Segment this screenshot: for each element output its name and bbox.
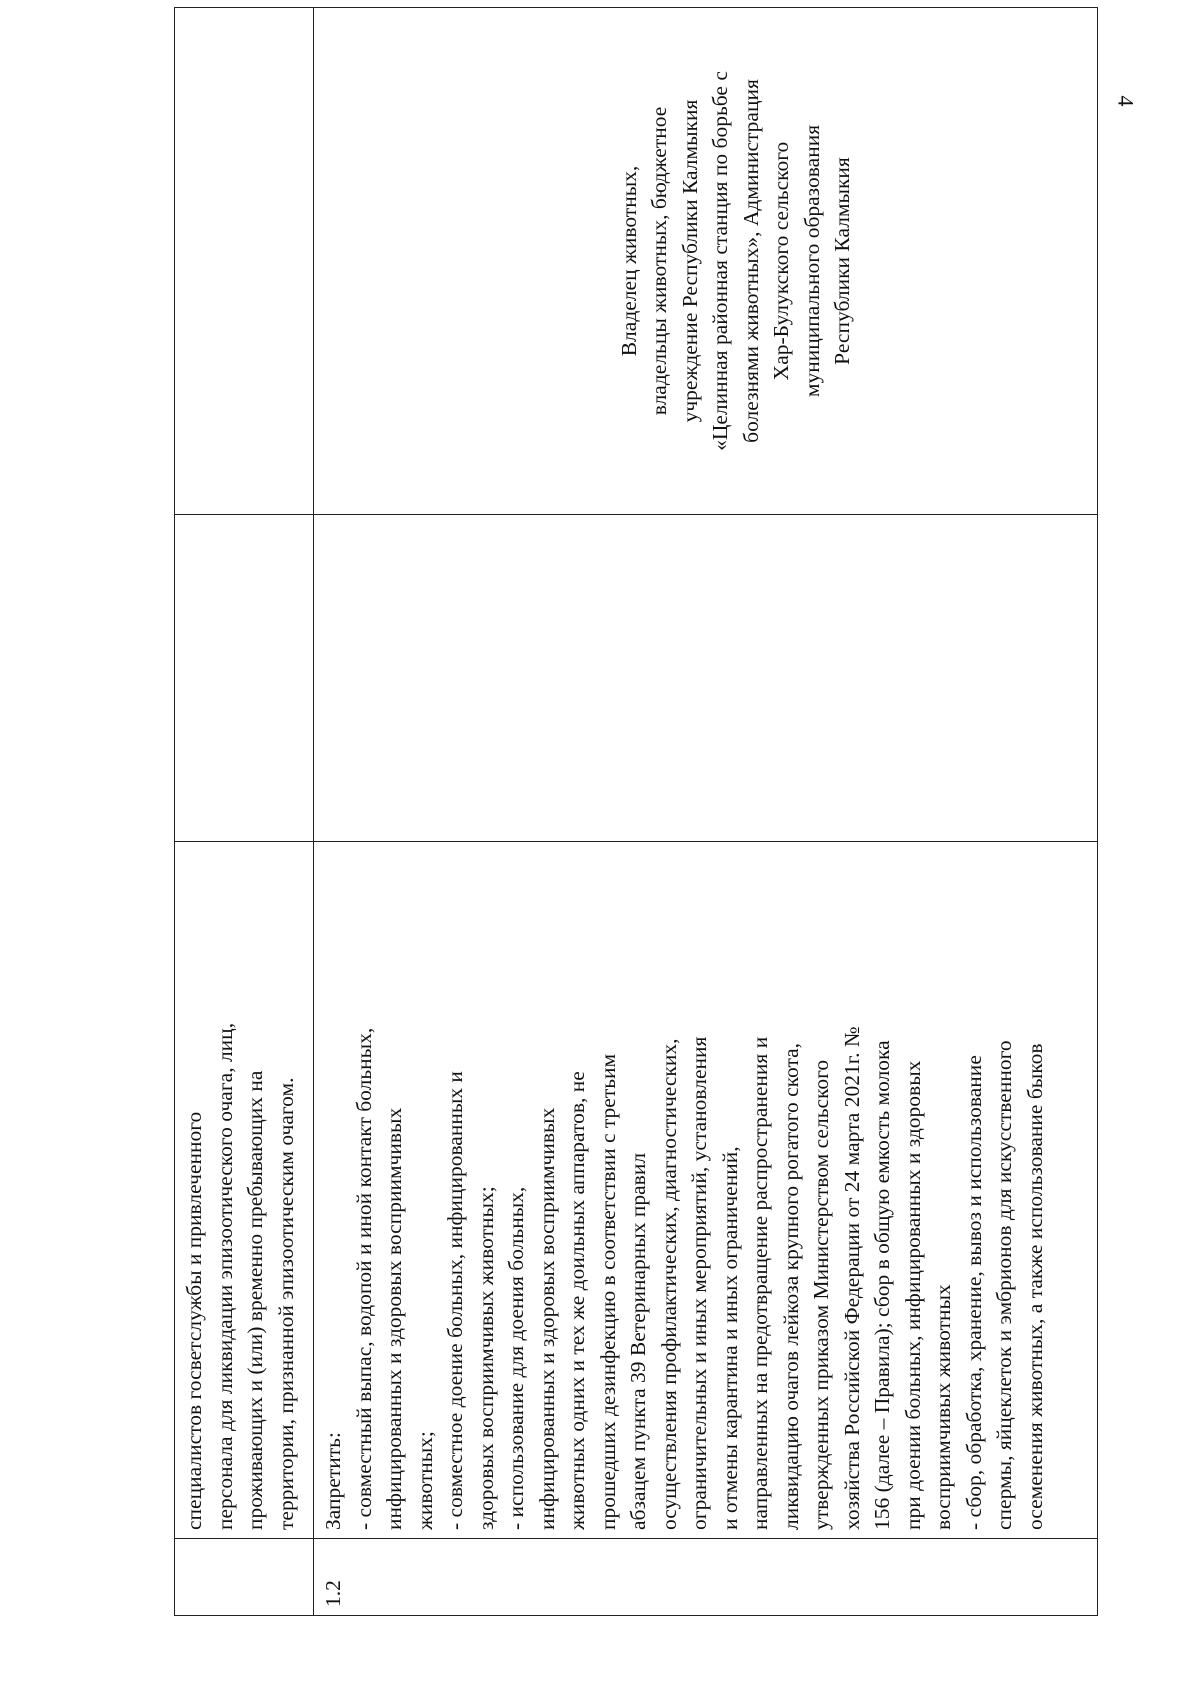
row-number-cell — [175, 1539, 314, 1616]
text-line: инфицированных и здоровых восприимчивых — [534, 1107, 559, 1530]
text-line: абзацем пункта 39 Ветеринарных правил — [626, 1152, 650, 1530]
responsible-cell — [175, 8, 314, 515]
text-line: спермы, яйцеклеток и эмбрионов для искусственного — [992, 1040, 1016, 1530]
text-line: животных одних и тех же доильных аппаратов, не — [565, 1071, 589, 1530]
text-line: направленных на предотвращение распространения и — [748, 1036, 772, 1530]
text-line: осуществления профилактических, диагностических, — [656, 1038, 681, 1530]
responsible-line: Хар-Булукского сельского — [769, 141, 793, 381]
term-cell — [175, 515, 314, 842]
responsible-line: Республики Калмыкия — [830, 157, 854, 365]
responsible-line: владельцы животных, бюджетное — [647, 106, 671, 416]
responsible-line: «Целинная районная станция по борьбе с — [708, 71, 732, 451]
text-line: хозяйства Российской Федерации от 24 марта 2021г. № — [839, 1026, 864, 1530]
text-line: утвержденных приказом Министерством сельского — [809, 1059, 833, 1530]
text-line: Запретить: — [321, 1432, 345, 1530]
responsible-parties — [554, 16, 858, 506]
text-line: прошедших дезинфекцию в соответствии с третьим — [595, 1053, 620, 1530]
text-line: ликвидацию очагов лейкоза крупного рогатого скота, — [778, 1042, 803, 1530]
document-table-frame — [174, 71, 1098, 1616]
responsible-line: Владелец животных, — [616, 165, 641, 357]
responsible-line: учреждение Республики Калмыкия — [677, 99, 702, 423]
text-line: ограничительных и иных мероприятий, установления — [687, 1036, 711, 1530]
text-line: восприимчивых животных — [931, 1284, 955, 1530]
text-line: 156 (далее – Правила); сбор в общую емкость молока — [870, 1040, 894, 1530]
responsible-cell — [314, 8, 1098, 515]
text-line: - сбор, обработка, хранение, вывоз и использование — [961, 1055, 986, 1530]
row-number-cell: 1.2 — [314, 1539, 1098, 1616]
measures-table — [174, 7, 1098, 1616]
responsible-line: болезнями животных», Администрация — [738, 79, 763, 443]
table-row — [175, 8, 314, 1616]
text-line: - совместный выпас, водопой и иной контакт больных, — [351, 1027, 376, 1530]
text-line: осеменения животных, а также использование быков — [1022, 1043, 1047, 1530]
text-line: специалистов госветслужбы и привлеченного — [182, 1111, 206, 1530]
text-line: проживающих и (или) временно пребывающих на — [243, 1070, 267, 1530]
page-number: 4 — [1113, 95, 1139, 107]
text-line: здоровых восприимчивых животных; — [473, 1186, 498, 1530]
text-line: животных; — [412, 1431, 437, 1530]
text-line: - использование для доения больных, — [504, 1186, 528, 1530]
text-line: - совместное доение больных, инфицированных и — [443, 1071, 467, 1530]
term-cell — [314, 515, 1098, 842]
text-line: и отмены карантина и иных ограничений, — [717, 1146, 742, 1530]
text-line: персонала для ликвидации эпизоотического очага, лиц, — [212, 1022, 237, 1530]
text-line: при доении больных, инфицированных и здоровых — [900, 1060, 925, 1530]
text-line: инфицированных и здоровых восприимчивых — [382, 1107, 406, 1530]
measure-text-cell — [175, 842, 314, 1539]
measure-text-cell — [314, 842, 1098, 1539]
responsible-line: муниципального образования — [799, 124, 824, 398]
rotated-landscape-page — [174, 71, 1098, 1616]
table-row — [314, 8, 1098, 1616]
text-line: территории, признанной эпизоотическим очагом. — [273, 1077, 298, 1530]
